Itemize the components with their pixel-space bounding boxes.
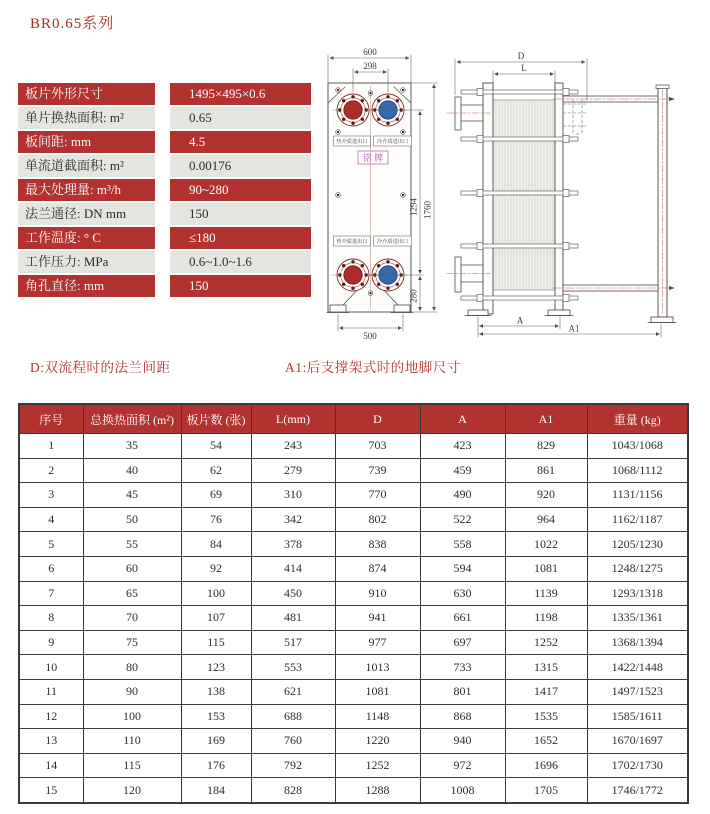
table-cell: 621 xyxy=(251,679,335,704)
spec-row xyxy=(18,251,318,273)
spec-label: 板间距: mm xyxy=(18,131,155,153)
dimension-table-body xyxy=(19,434,688,803)
table-cell: 76 xyxy=(181,507,251,532)
table-cell: 1670/1697 xyxy=(587,729,688,754)
column-header: 总换热面积 (m²) xyxy=(83,404,181,434)
dimension-table xyxy=(18,403,689,804)
table-cell: 770 xyxy=(335,483,420,508)
table-cell: 92 xyxy=(181,556,251,581)
table-row xyxy=(19,753,688,778)
table-cell: 594 xyxy=(420,556,505,581)
table-cell: 1205/1230 xyxy=(587,532,688,557)
table-cell: 107 xyxy=(181,606,251,631)
table-cell: 65 xyxy=(83,581,181,606)
spec-value: 150 xyxy=(170,203,311,225)
hot-port-bottom-icon xyxy=(337,259,369,291)
table-cell: 838 xyxy=(335,532,420,557)
table-cell: 70 xyxy=(83,606,181,631)
table-cell: 1535 xyxy=(505,704,587,729)
table-row xyxy=(19,778,688,803)
heat-exchanger-diagram xyxy=(320,42,710,346)
table-cell: 1417 xyxy=(505,679,587,704)
table-cell: 868 xyxy=(420,704,505,729)
table-cell: 630 xyxy=(420,581,505,606)
table-cell: 60 xyxy=(83,556,181,581)
table-cell: 733 xyxy=(420,655,505,680)
spec-gap xyxy=(155,179,170,201)
spec-gap xyxy=(155,83,170,105)
column-header: A1 xyxy=(505,404,587,434)
table-cell: 1 xyxy=(19,434,83,459)
table-cell: 279 xyxy=(251,458,335,483)
spec-row xyxy=(18,83,318,105)
table-cell: 861 xyxy=(505,458,587,483)
table-cell: 553 xyxy=(251,655,335,680)
table-cell: 50 xyxy=(83,507,181,532)
table-cell: 423 xyxy=(420,434,505,459)
table-row xyxy=(19,581,688,606)
table-cell: 169 xyxy=(181,729,251,754)
table-cell: 110 xyxy=(83,729,181,754)
cold-port-bottom-label: 冷介质进出口 xyxy=(376,239,409,245)
spec-value: 4.5 xyxy=(170,131,311,153)
table-row xyxy=(19,655,688,680)
column-header: D xyxy=(335,404,420,434)
spec-value: 90~280 xyxy=(170,179,311,201)
table-cell: 115 xyxy=(181,630,251,655)
note-a1: A1:后支撑架式时的地脚尺寸 xyxy=(285,360,461,375)
table-cell: 1198 xyxy=(505,606,587,631)
table-row xyxy=(19,507,688,532)
spec-row xyxy=(18,203,318,225)
table-cell: 4 xyxy=(19,507,83,532)
table-cell: 120 xyxy=(83,778,181,803)
dim-a1: A1 xyxy=(568,323,580,334)
table-cell: 558 xyxy=(420,532,505,557)
table-cell: 1335/1361 xyxy=(587,606,688,631)
table-cell: 54 xyxy=(181,434,251,459)
table-cell: 697 xyxy=(420,630,505,655)
table-cell: 941 xyxy=(335,606,420,631)
table-cell: 1068/1112 xyxy=(587,458,688,483)
table-cell: 829 xyxy=(505,434,587,459)
table-cell: 1248/1275 xyxy=(587,556,688,581)
table-cell: 10 xyxy=(19,655,83,680)
table-cell: 1705 xyxy=(505,778,587,803)
table-cell: 115 xyxy=(83,753,181,778)
table-cell: 703 xyxy=(335,434,420,459)
dimension-table-header xyxy=(19,404,688,434)
table-cell: 176 xyxy=(181,753,251,778)
table-cell: 802 xyxy=(335,507,420,532)
table-cell: 80 xyxy=(83,655,181,680)
spec-gap xyxy=(155,227,170,249)
table-cell: 920 xyxy=(505,483,587,508)
table-cell: 55 xyxy=(83,532,181,557)
spec-label: 法兰通径: DN mm xyxy=(18,203,155,225)
table-cell: 100 xyxy=(181,581,251,606)
table-cell: 1497/1523 xyxy=(587,679,688,704)
table-cell: 910 xyxy=(335,581,420,606)
spec-value: 0.6~1.0~1.6 xyxy=(170,251,311,273)
column-header: 序号 xyxy=(19,404,83,434)
table-cell: 792 xyxy=(251,753,335,778)
svg-text:铭 牌: 铭 牌 xyxy=(362,153,384,163)
table-cell: 517 xyxy=(251,630,335,655)
table-cell: 801 xyxy=(420,679,505,704)
spec-label: 单流道截面积: m² xyxy=(18,155,155,177)
side-feet xyxy=(465,310,676,323)
table-cell: 310 xyxy=(251,483,335,508)
table-cell: 828 xyxy=(251,778,335,803)
table-cell: 12 xyxy=(19,704,83,729)
spec-row xyxy=(18,227,318,249)
spec-label: 工作温度: ° C xyxy=(18,227,155,249)
table-cell: 1081 xyxy=(335,679,420,704)
spec-label: 角孔直径: mm xyxy=(18,275,155,297)
dim-500: 500 xyxy=(363,331,377,341)
column-header: A xyxy=(420,404,505,434)
table-row xyxy=(19,434,688,459)
table-cell: 1162/1187 xyxy=(587,507,688,532)
hidden-flange-dashes xyxy=(563,100,587,134)
table-cell: 522 xyxy=(420,507,505,532)
spec-gap xyxy=(155,275,170,297)
table-cell: 8 xyxy=(19,606,83,631)
table-cell: 490 xyxy=(420,483,505,508)
dim-d: D xyxy=(517,51,525,61)
table-cell: 243 xyxy=(251,434,335,459)
table-cell: 35 xyxy=(83,434,181,459)
dim-298: 298 xyxy=(363,61,377,71)
table-cell: 1252 xyxy=(335,753,420,778)
fixed-frame-plate xyxy=(483,83,493,314)
table-cell: 1148 xyxy=(335,704,420,729)
table-cell: 874 xyxy=(335,556,420,581)
spec-row xyxy=(18,179,318,201)
table-cell: 661 xyxy=(420,606,505,631)
table-cell: 1008 xyxy=(420,778,505,803)
table-row xyxy=(19,729,688,754)
table-cell: 1081 xyxy=(505,556,587,581)
column-header: 板片数 (张) xyxy=(181,404,251,434)
table-cell: 45 xyxy=(83,483,181,508)
spec-row xyxy=(18,275,318,297)
table-cell: 75 xyxy=(83,630,181,655)
table-cell: 138 xyxy=(181,679,251,704)
spec-gap xyxy=(155,131,170,153)
table-row xyxy=(19,483,688,508)
table-cell: 1315 xyxy=(505,655,587,680)
front-view xyxy=(327,47,437,341)
table-cell: 1139 xyxy=(505,581,587,606)
movable-frame-plate xyxy=(555,83,563,314)
table-cell: 40 xyxy=(83,458,181,483)
table-cell: 1652 xyxy=(505,729,587,754)
spec-label: 板片外形尺寸 xyxy=(18,83,155,105)
spec-gap xyxy=(155,251,170,273)
table-cell: 100 xyxy=(83,704,181,729)
page-title: BR0.65系列 xyxy=(30,16,115,32)
table-cell: 481 xyxy=(251,606,335,631)
spec-value: ≤180 xyxy=(170,227,311,249)
table-cell: 153 xyxy=(181,704,251,729)
table-cell: 1422/1448 xyxy=(587,655,688,680)
spec-value: 0.65 xyxy=(170,107,311,129)
spec-value: 0.00176 xyxy=(170,155,311,177)
table-cell: 13 xyxy=(19,729,83,754)
side-view xyxy=(447,51,676,337)
dim-600: 600 xyxy=(363,47,377,57)
spec-value: 1495×495×0.6 xyxy=(170,83,311,105)
table-cell: 1368/1394 xyxy=(587,630,688,655)
table-cell: 760 xyxy=(251,729,335,754)
table-cell: 11 xyxy=(19,679,83,704)
table-cell: 15 xyxy=(19,778,83,803)
table-cell: 450 xyxy=(251,581,335,606)
table-cell: 1585/1611 xyxy=(587,704,688,729)
dim-1294: 1294 xyxy=(408,198,419,216)
table-row xyxy=(19,679,688,704)
table-cell: 9 xyxy=(19,630,83,655)
spec-label: 工作压力: MPa xyxy=(18,251,155,273)
table-cell: 123 xyxy=(181,655,251,680)
table-cell: 62 xyxy=(181,458,251,483)
table-cell: 342 xyxy=(251,507,335,532)
table-cell: 414 xyxy=(251,556,335,581)
table-cell: 940 xyxy=(420,729,505,754)
table-cell: 69 xyxy=(181,483,251,508)
table-cell: 5 xyxy=(19,532,83,557)
table-row xyxy=(19,532,688,557)
table-cell: 1746/1772 xyxy=(587,778,688,803)
table-cell: 1043/1068 xyxy=(587,434,688,459)
table-cell: 739 xyxy=(335,458,420,483)
table-row xyxy=(19,630,688,655)
spec-gap xyxy=(155,203,170,225)
table-cell: 1013 xyxy=(335,655,420,680)
table-cell: 14 xyxy=(19,753,83,778)
table-cell: 6 xyxy=(19,556,83,581)
table-cell: 90 xyxy=(83,679,181,704)
column-header: L(mm) xyxy=(251,404,335,434)
spec-gap xyxy=(155,107,170,129)
hot-port-bottom-label: 热介质进出口 xyxy=(336,239,368,245)
table-cell: 1220 xyxy=(335,729,420,754)
spec-gap xyxy=(155,155,170,177)
dim-l: L xyxy=(521,63,527,73)
dim-a: A xyxy=(516,315,524,326)
table-cell: 7 xyxy=(19,581,83,606)
table-cell: 1022 xyxy=(505,532,587,557)
table-cell: 1293/1318 xyxy=(587,581,688,606)
table-cell: 1131/1156 xyxy=(587,483,688,508)
spec-row xyxy=(18,107,318,129)
spec-table xyxy=(18,83,318,299)
hot-port-top-label: 热介质进出口 xyxy=(336,139,368,145)
spec-row xyxy=(18,131,318,153)
hot-port-top-icon xyxy=(337,94,369,126)
note-d: D:双流程时的法兰间距 xyxy=(30,360,171,375)
table-row xyxy=(19,606,688,631)
table-cell: 688 xyxy=(251,704,335,729)
spec-value: 150 xyxy=(170,275,311,297)
table-cell: 3 xyxy=(19,483,83,508)
cold-port-top-label: 冷介质进出口 xyxy=(376,139,409,145)
table-cell: 1696 xyxy=(505,753,587,778)
table-row xyxy=(19,556,688,581)
table-cell: 1288 xyxy=(335,778,420,803)
spec-label: 单片换热面积: m² xyxy=(18,107,155,129)
spec-label: 最大处理量: m³/h xyxy=(18,179,155,201)
table-cell: 84 xyxy=(181,532,251,557)
dim-280: 280 xyxy=(408,289,419,303)
table-cell: 378 xyxy=(251,532,335,557)
table-cell: 1252 xyxy=(505,630,587,655)
dim-1760: 1760 xyxy=(422,201,433,219)
table-cell: 1702/1730 xyxy=(587,753,688,778)
column-header: 重量 (kg) xyxy=(587,404,688,434)
table-cell: 184 xyxy=(181,778,251,803)
table-cell: 972 xyxy=(420,753,505,778)
spec-row xyxy=(18,155,318,177)
table-row xyxy=(19,458,688,483)
table-cell: 964 xyxy=(505,507,587,532)
table-cell: 977 xyxy=(335,630,420,655)
table-cell: 2 xyxy=(19,458,83,483)
table-cell: 459 xyxy=(420,458,505,483)
table-row xyxy=(19,704,688,729)
